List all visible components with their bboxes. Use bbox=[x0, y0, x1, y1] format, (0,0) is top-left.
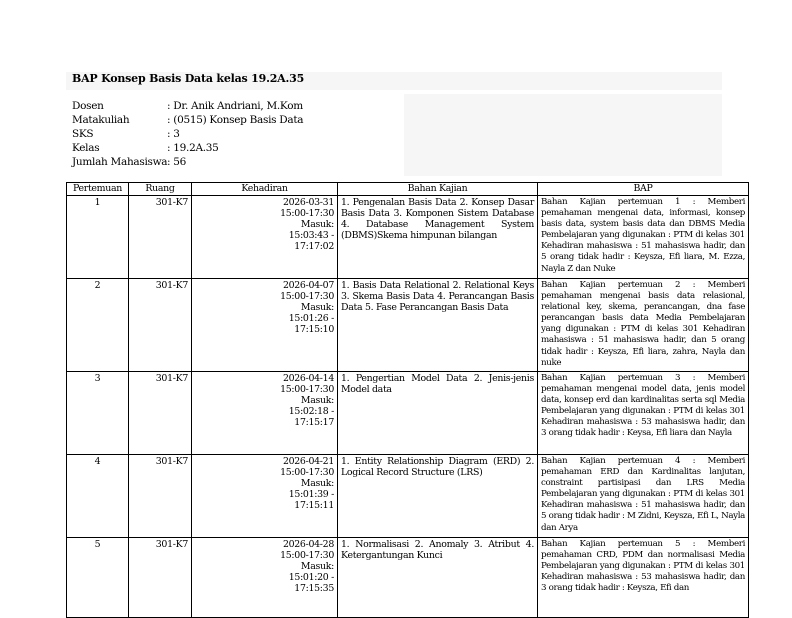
kehadiran-tanggal: 2026-04-28 bbox=[282, 539, 334, 550]
table-row bbox=[67, 279, 749, 372]
cell-ruang: 301-K7 bbox=[129, 372, 192, 455]
cell-ruang: 301-K7 bbox=[129, 455, 192, 538]
kehadiran-keluar: 17:17:02 bbox=[294, 241, 334, 253]
kehadiran-tanggal: 2026-04-14 bbox=[282, 373, 334, 384]
info-label: Matakuliah bbox=[72, 114, 130, 126]
cell-kehadiran bbox=[192, 372, 338, 455]
kehadiran-masuk-label: Masuk: bbox=[300, 395, 334, 407]
kehadiran-keluar: 17:15:11 bbox=[294, 500, 334, 512]
col-header-pertemuan: Pertemuan bbox=[67, 183, 129, 196]
col-header-bahan-kajian: Bahan Kajian bbox=[338, 183, 538, 196]
cell-bahan-kajian: 1. Basis Data Relational 2. Relational Keys 3. Skema Basis Data 4. Perancangan Basis Data 5. Fase Perancangan Basis Data bbox=[338, 279, 538, 372]
info-label: Jumlah Mahasiswa bbox=[72, 156, 168, 168]
kehadiran-keluar: 17:15:10 bbox=[294, 324, 334, 336]
cell-pertemuan: 4 bbox=[67, 455, 129, 538]
kehadiran-tanggal: 2026-04-07 bbox=[282, 280, 334, 291]
info-label: Kelas bbox=[72, 142, 100, 154]
cell-pertemuan: 1 bbox=[67, 196, 129, 279]
cell-ruang: 301-K7 bbox=[129, 196, 192, 279]
cell-bap: Bahan Kajian pertemuan 1 : Memberi pemahaman mengenai data, informasi, konsep basis data, system basis data dan DBMS Media Pembelajaran yang digunakan : PTM di kelas 301 Kehadiran mahasiswa : 51 mahasiswa hadir, dan 5 orang tidak hadir : Keysza, Efi liara, M. Ezza, Nayla Z dan Nuke bbox=[538, 196, 749, 279]
kehadiran-masuk-label: Masuk: bbox=[300, 478, 334, 490]
kehadiran-keluar: 17:15:35 bbox=[294, 583, 334, 595]
table-row bbox=[67, 455, 749, 538]
kehadiran-tanggal: 2026-04-21 bbox=[282, 456, 334, 467]
table-row bbox=[67, 538, 749, 618]
page-title: BAP Konsep Basis Data kelas 19.2A.35 bbox=[72, 72, 305, 85]
info-label: SKS bbox=[72, 128, 94, 140]
info-label: Dosen bbox=[72, 100, 104, 112]
kehadiran-masuk: 15:01:20 - bbox=[288, 572, 334, 584]
cell-bahan-kajian: 1. Pengertian Model Data 2. Jenis-jenis Model data bbox=[338, 372, 538, 455]
cell-pertemuan: 5 bbox=[67, 538, 129, 618]
cell-ruang: 301-K7 bbox=[129, 538, 192, 618]
cell-pertemuan: 3 bbox=[67, 372, 129, 455]
info-value: : 56 bbox=[167, 156, 187, 168]
info-band bbox=[404, 94, 722, 176]
cell-kehadiran bbox=[192, 196, 338, 279]
cell-bahan-kajian: 1. Entity Relationship Diagram (ERD) 2. Logical Record Structure (LRS) bbox=[338, 455, 538, 538]
info-value: : 3 bbox=[167, 128, 180, 140]
cell-bahan-kajian: 1. Pengenalan Basis Data 2. Konsep Dasar Basis Data 3. Komponen Sistem Database 4. Database Management System (DBMS)Skema himpunan bilangan bbox=[338, 196, 538, 279]
col-header-ruang: Ruang bbox=[129, 183, 192, 196]
cell-bap: Bahan Kajian pertemuan 2 : Memberi pemahaman mengenai basis data relasional, relational key, skema, perancangan, dna fase perancangan basis data Media Pembelajaran yang digunakan : PTM di kelas 301 Kehadiran mahasiswa : 51 mahasiswa hadir, dan 5 orang tidak hadir : Keysza, Efi liara, zahra, Nayla dan nuke bbox=[538, 279, 749, 372]
col-header-kehadiran: Kehadiran bbox=[192, 183, 338, 196]
table-row bbox=[67, 196, 749, 279]
cell-ruang: 301-K7 bbox=[129, 279, 192, 372]
info-value: : 19.2A.35 bbox=[167, 142, 219, 154]
cell-bap: Bahan Kajian pertemuan 5 : Memberi pemahaman CRD, PDM dan normalisasi Media Pembelajaran yang digunakan : PTM di kelas 301 Kehadiran mahasiswa : 53 mahasiswa hadir, dan 3 orang tidak hadir : Keysza, Efi dan bbox=[538, 538, 749, 618]
table-row bbox=[67, 372, 749, 455]
kehadiran-masuk-label: Masuk: bbox=[300, 302, 334, 314]
kehadiran-keluar: 17:15:17 bbox=[294, 417, 334, 429]
info-value: : Dr. Anik Andriani, M.Kom bbox=[167, 100, 303, 112]
kehadiran-tanggal: 2026-03-31 bbox=[282, 197, 334, 208]
kehadiran-jam: 15:00-17:30 bbox=[280, 550, 334, 562]
kehadiran-jam: 15:00-17:30 bbox=[280, 208, 334, 220]
cell-kehadiran bbox=[192, 455, 338, 538]
kehadiran-masuk-label: Masuk: bbox=[300, 561, 334, 573]
cell-bahan-kajian: 1. Normalisasi 2. Anomaly 3. Atribut 4. Ketergantungan Kunci bbox=[338, 538, 538, 618]
kehadiran-masuk-label: Masuk: bbox=[300, 219, 334, 231]
cell-pertemuan: 2 bbox=[67, 279, 129, 372]
kehadiran-jam: 15:00-17:30 bbox=[280, 291, 334, 303]
kehadiran-masuk: 15:01:39 - bbox=[288, 489, 334, 501]
bap-table bbox=[66, 182, 749, 618]
kehadiran-masuk: 15:01:26 - bbox=[288, 313, 334, 325]
cell-kehadiran bbox=[192, 538, 338, 618]
kehadiran-masuk: 15:02:18 - bbox=[288, 406, 334, 418]
kehadiran-jam: 15:00-17:30 bbox=[280, 384, 334, 396]
kehadiran-masuk: 15:03:43 - bbox=[288, 230, 334, 242]
cell-bap: Bahan Kajian pertemuan 3 : Memberi pemahaman mengenai model data, jenis model data, konsep erd dan kardinalitas serta sql Media Pembelajaran yang digunakan : PTM di kelas 301 Kehadiran mahasiswa : 53 mahasiswa hadir, dan 3 orang tidak hadir : Keysa, Efi liara dan Nayla bbox=[538, 372, 749, 455]
info-value: : (0515) Konsep Basis Data bbox=[167, 114, 304, 126]
col-header-bap: BAP bbox=[538, 183, 749, 196]
table-header-row bbox=[67, 183, 749, 196]
kehadiran-jam: 15:00-17:30 bbox=[280, 467, 334, 479]
cell-bap: Bahan Kajian pertemuan 4 : Memberi pemahaman ERD dan Kardinalitas lanjutan, constraint partisipasi dan LRS Media Pembelajaran yang digunakan : PTM di kelas 301 Kehadiran mahasiswa : 51 mahasiswa hadir, dan 5 orang tidak hadir : M Zidni, Keysza, Efi L, Nayla dan Arya bbox=[538, 455, 749, 538]
cell-kehadiran bbox=[192, 279, 338, 372]
